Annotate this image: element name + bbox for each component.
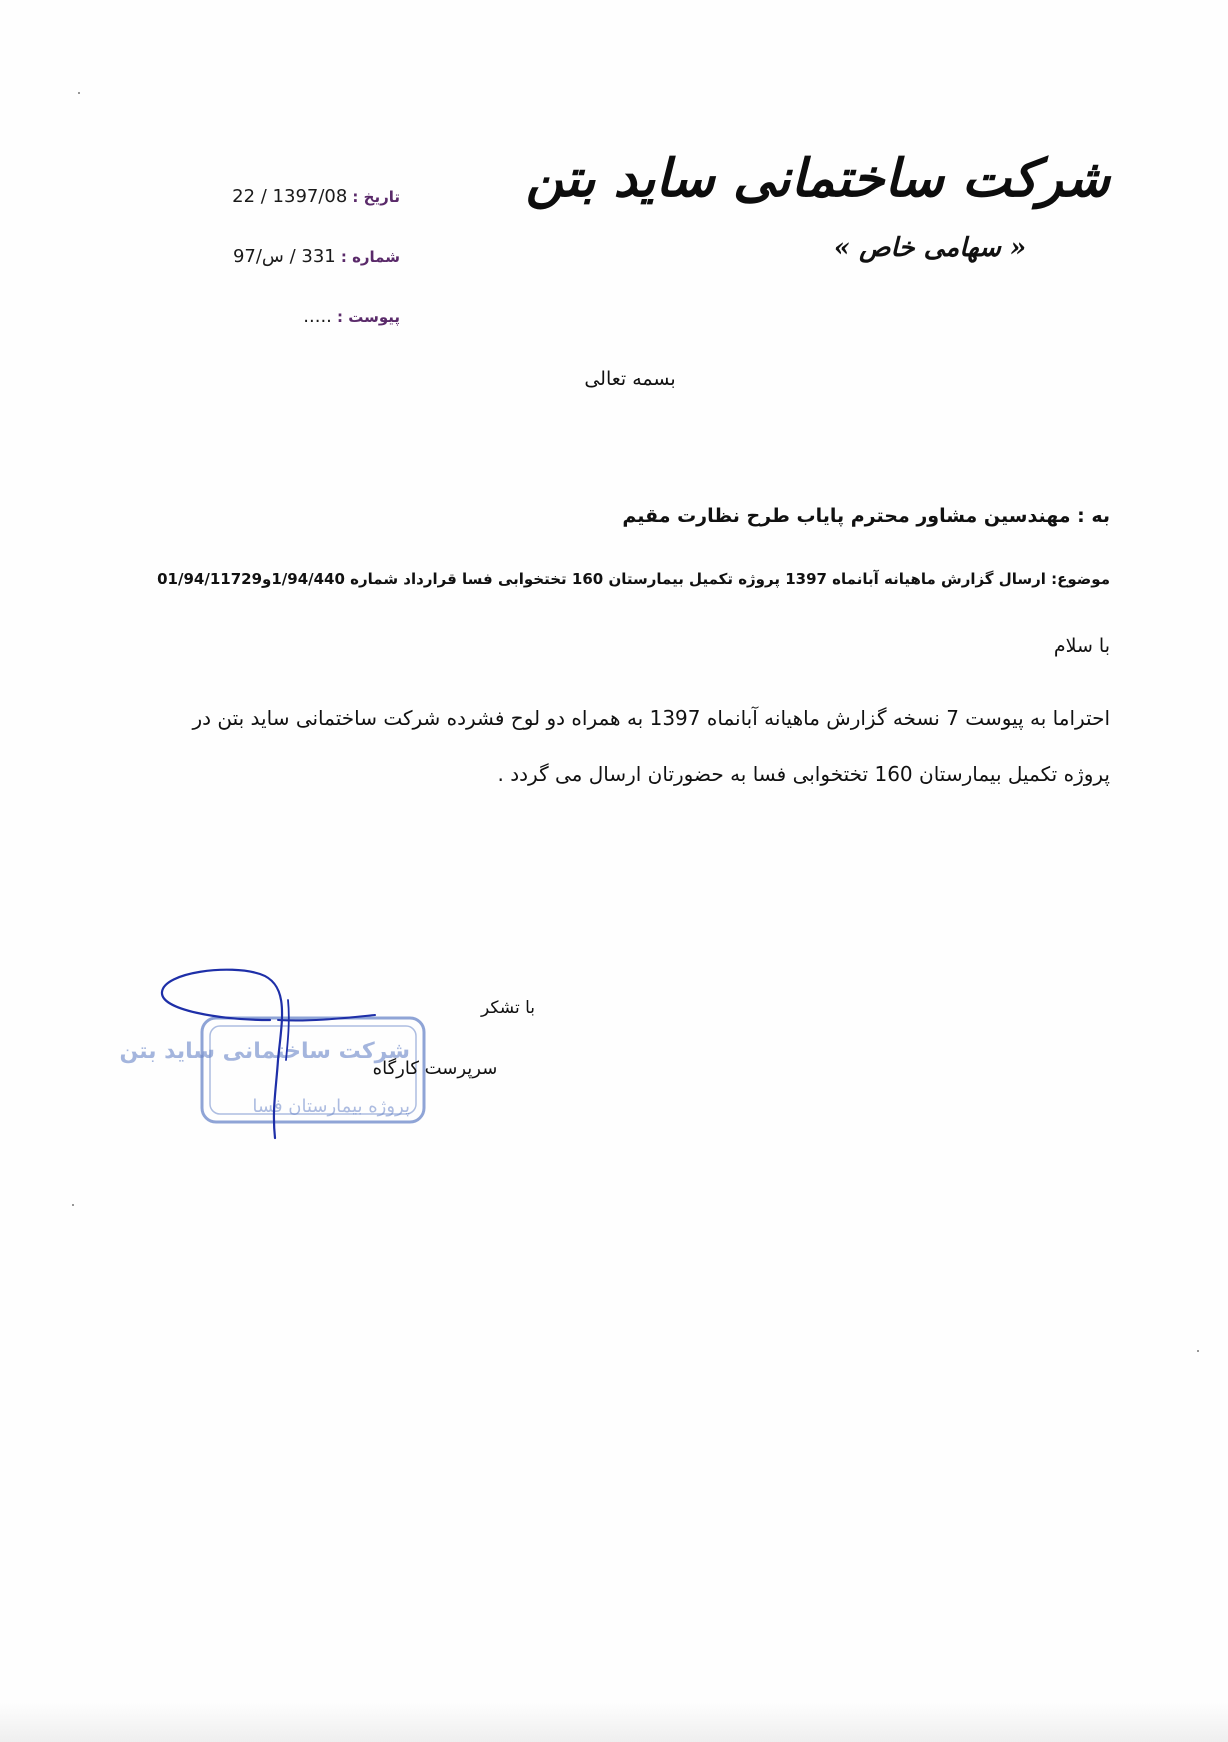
attachment-value: ..... (303, 306, 332, 327)
company-type: « سهامی خاص » (833, 233, 1027, 264)
scan-speck (1197, 1350, 1199, 1352)
stamp-line-2: پروژه بیمارستان فسا (252, 1096, 410, 1117)
attachment-row (200, 306, 400, 366)
number-value: 331 / س/97 (232, 246, 336, 267)
subject: موضوع: ارسال گزارش ماهیانه آبانماه 1397 پروژه تکمیل بیمارستان 160 تختخوابی فسا قرارداد شماره 1/94/440و01/94/11729 (157, 570, 1110, 588)
letterhead (525, 148, 1110, 264)
bismillah: بسمه تعالی (584, 368, 676, 390)
company-name: شرکت ساختمانی ساید بتن (525, 148, 1110, 209)
scan-edge-shadow (0, 1702, 1228, 1742)
scan-speck (78, 92, 80, 94)
date-label: تاریخ : (352, 188, 400, 206)
date-value: 1397/08 / 22 (232, 186, 348, 207)
stamp-line-1: شرکت ساختمانی ساید بتن (119, 1039, 410, 1064)
date-row (200, 186, 400, 246)
signature-area (119, 960, 535, 1140)
letter-body (192, 690, 1110, 802)
signer-title: سرپرست کارگاه (372, 1058, 498, 1079)
scan-speck (72, 1204, 74, 1206)
letter-meta (200, 186, 400, 366)
body-line-1: احتراما به پیوست 7 نسخه گزارش ماهیانه آبانماه 1397 به همراه دو لوح فشرده شرکت ساختمانی ساید بتن در (192, 706, 1110, 730)
number-label: شماره : (340, 248, 400, 266)
greeting: با سلام (1053, 635, 1110, 657)
attachment-label: پیوست : (336, 308, 400, 326)
number-row (200, 246, 400, 306)
stamp-and-signature-graphic (119, 960, 480, 1140)
body-line-2: پروژه تکمیل بیمارستان 160 تختخوابی فسا به حضورتان ارسال می گردد . (497, 762, 1110, 786)
closing: با تشکر (481, 998, 535, 1018)
recipient: به : مهندسین مشاور محترم پایاب طرح نظارت مقیم (622, 505, 1110, 527)
